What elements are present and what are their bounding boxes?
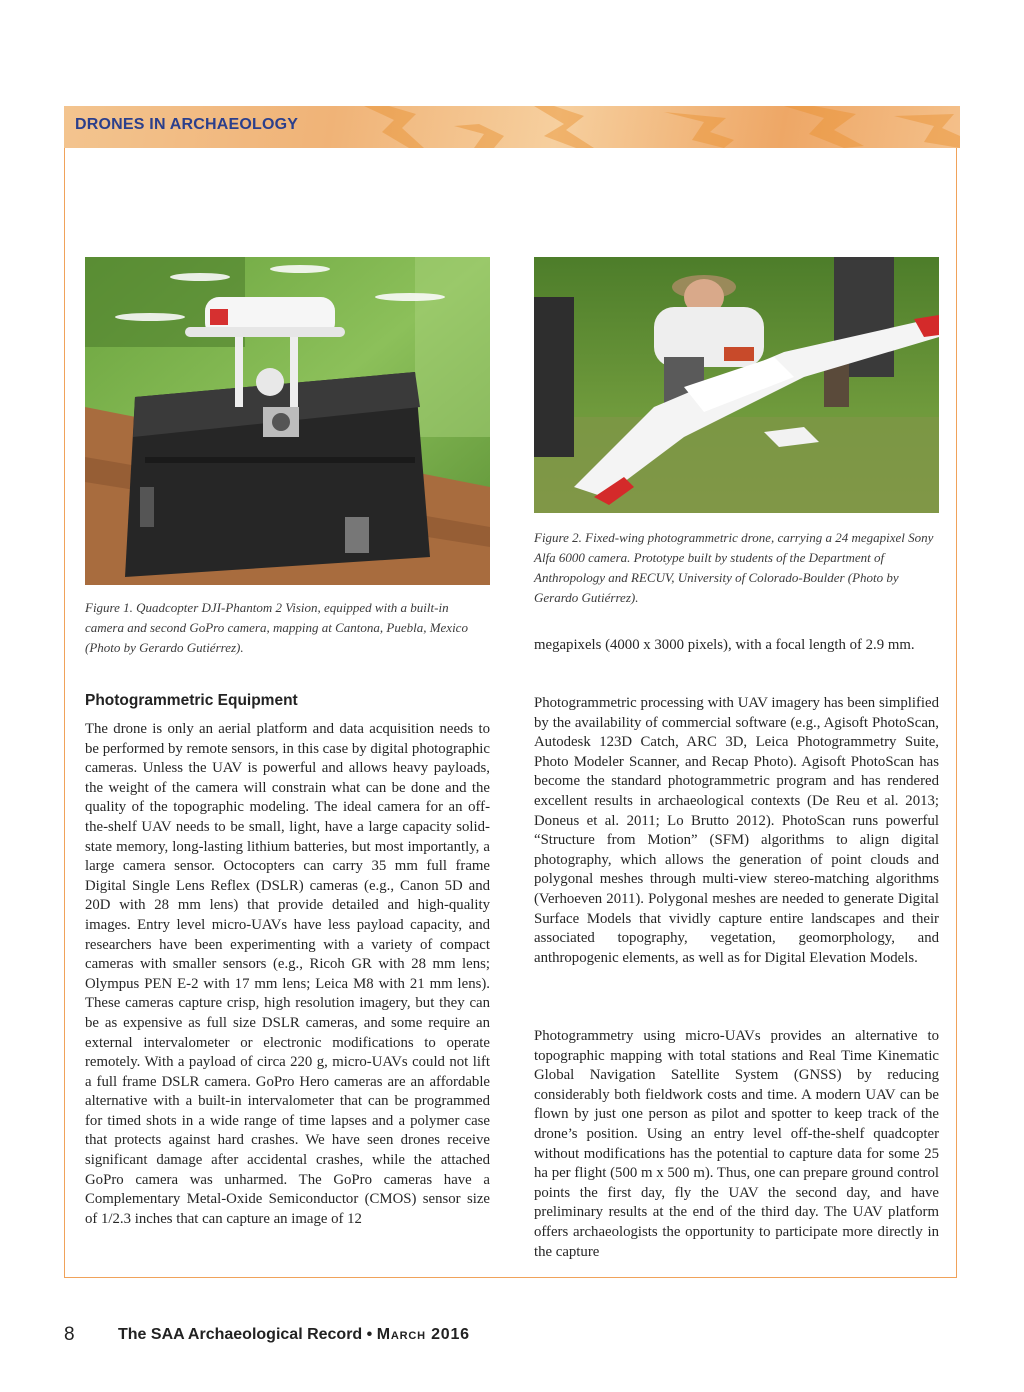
section-header-band bbox=[64, 106, 960, 148]
figure-2-photo bbox=[534, 257, 939, 513]
page-number: 8 bbox=[64, 1324, 75, 1345]
footer-separator: • bbox=[366, 1326, 373, 1343]
body-paragraph-col2-continuation: megapixels (4000 x 3000 pixels), with a focal length of 2.9 mm. bbox=[534, 637, 915, 653]
journal-title: The SAA Archaeological Record bbox=[118, 1326, 363, 1343]
figure-1-caption: Figure 1. Quadcopter DJI-Phantom 2 Vision, equipped with a built-in camera and second GoPro camera, mapping at Cantona, Puebla, Mexico (Photo by Gerardo Gutiérrez). bbox=[85, 600, 468, 655]
body-paragraph-col2-1: Photogrammetric processing with UAV imagery has been simplified by the availability of commercial software (e.g., Agisoft PhotoScan, Autodesk 123D Catch, ARC 3D, Leica Photogrammetry Suite, Photo Modeler Scanner, and Recap Photo). Agisoft PhotoScan has become the standard photogrammetric program and has rendered excellent results in archaeological contexts (De Reu et al. 2013; Doneus et al. 2011; Lo Brutto 2012). PhotoScan runs powerful “Structure from Motion” (SFM) algorithms to align digital photography, which allows the generation of point clouds and polygonal meshes through multi-view stereo-matching algorithms (Verhoeven 2011). Polygonal meshes are needed to generate Digital Surface Models that vividly capture entire landscapes and their associated topography, vegetation, geomorphology, and anthropogenic elements, as well as for Digital Elevation Models. bbox=[534, 695, 939, 966]
section-heading: Photogrammetric Equipment bbox=[85, 692, 298, 709]
issue-date: March 2016 bbox=[376, 1326, 470, 1343]
body-paragraph-col2-2: Photogrammetry using micro-UAVs provides an alternative to topographic mapping with total stations and Real Time Kinematic Global Navigation Satellite System (GNSS) by reducing considerably both fieldwork costs and time. A modern UAV can be flown by just one person as pilot and spotter to keep track of the drone’s position. Using an entry level off-the-shelf quadcopter without modifications has the potential to capture data for some 25 ha per flight (500 m x 500 m). Thus, one can prepare ground control points the first day, fly the UAV the second day, and have preliminary results at the end of the third day. The UAV platform offers archaeologists the opportunity to participate more directly in the capture bbox=[534, 1028, 939, 1260]
body-paragraph-col1: The drone is only an aerial platform and data acquisition needs to be performed by remote sensors, in this case by digital photographic cameras. Unless the UAV is powerful and allows heavy payloads, the weight of the camera will constrain what can be done and the quality of the topographic modeling. The ideal camera for an off-the-shelf UAV needs to be small, light, have a large capacity solid-state memory, long-lasting lithium batteries, but most importantly, a large camera sensor. Octocopters can carry 35 mm full frame Digital Single Lens Reflex (DSLR) cameras (e.g., Canon 5D and 20D with 28 mm lens) that provide detailed and high-quality images. Entry level micro-UAVs have less payload capacity, and researchers have been experimenting with a variety of compact cameras with smaller sensors (e.g., Ricoh GR with 28 mm lens; Olympus PEN E-2 with 17 mm lens; Leica M8 with 21 mm lens). These cameras capture crisp, high resolution imagery, but they can be as expensive as full size DSLR cameras, and some require an external intervalometer or electronic modifications to operate remotely. With a payload of circa 220 g, micro-UAVs could not lift a full frame DSLR camera. GoPro Hero cameras are an affordable alternative with a built-in intervalometer that can be programmed for timed shots in a wide range of time lapses and a polymer case that protects against hard crashes. We have seen drones receive significant damage after accidental crashes, while the attached GoPro camera was unharmed. The GoPro cameras have a Complementary Metal-Oxide Semiconductor (CMOS) sensor size of 1/2.3 inches that can capture an image of 12 bbox=[85, 721, 490, 1227]
section-title: DRONES IN ARCHAEOLOGY bbox=[75, 116, 299, 133]
figure-1-photo bbox=[85, 257, 490, 585]
figure-2-caption: Figure 2. Fixed-wing photogrammetric drone, carrying a 24 megapixel Sony Alfa 6000 camera. Prototype built by students of the Department of Anthropology and RECUV, University of Colorado-Boulder (Photo by Gerardo Gutiérrez). bbox=[534, 530, 934, 605]
journal-footer bbox=[118, 1326, 470, 1344]
